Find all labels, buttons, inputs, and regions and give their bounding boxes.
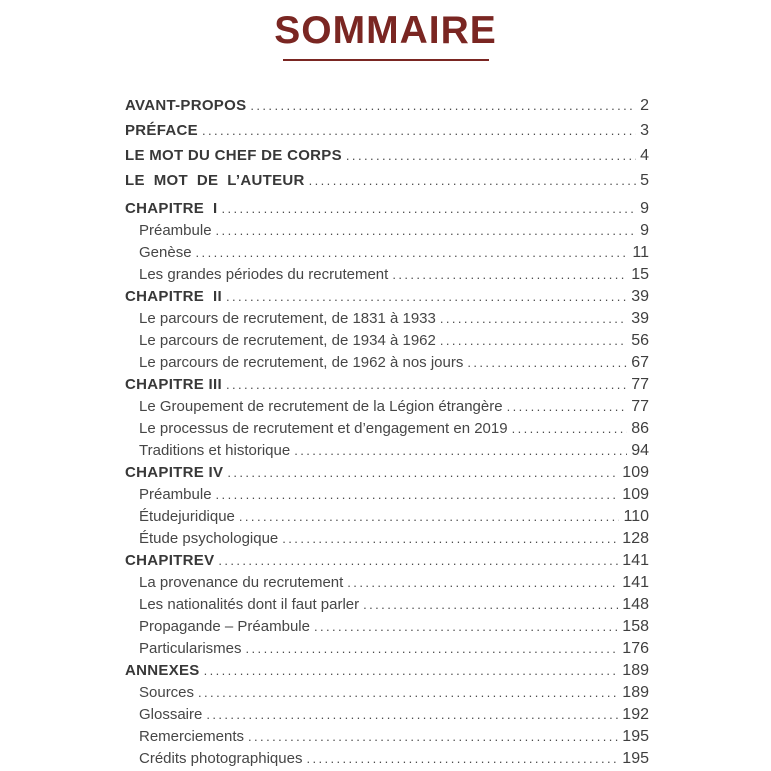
toc-page-number: 2 bbox=[640, 97, 649, 114]
toc-page-number: 77 bbox=[631, 376, 649, 393]
toc-page-number: 128 bbox=[622, 530, 649, 547]
toc-entry-label: Remerciements bbox=[139, 728, 245, 745]
dot-leader bbox=[507, 396, 628, 418]
toc-entry-label: Étude psychologique bbox=[139, 530, 279, 547]
toc-entry-label: Genèse bbox=[139, 244, 192, 261]
toc-row bbox=[125, 352, 649, 374]
toc-row bbox=[125, 264, 649, 286]
toc-page-number: 86 bbox=[631, 420, 649, 437]
dot-leader bbox=[206, 704, 618, 726]
page-title: SOMMAIRE bbox=[274, 9, 497, 52]
dot-leader bbox=[346, 143, 636, 168]
dot-leader bbox=[512, 418, 628, 440]
toc-row bbox=[125, 638, 649, 660]
toc-row bbox=[125, 374, 649, 396]
toc-page-number: 15 bbox=[631, 266, 649, 283]
title-underline bbox=[283, 59, 489, 61]
toc-page-number: 3 bbox=[640, 122, 649, 139]
dot-leader bbox=[246, 638, 619, 660]
toc-page-number: 56 bbox=[631, 332, 649, 349]
toc-row bbox=[125, 143, 649, 168]
toc-row bbox=[125, 118, 649, 143]
toc-row bbox=[125, 396, 649, 418]
toc-entry-label: Les nationalités dont il faut parler bbox=[139, 596, 360, 613]
toc-row bbox=[125, 506, 649, 528]
toc-row bbox=[125, 418, 649, 440]
toc-entry-label: CHAPITRE II bbox=[125, 288, 222, 305]
toc-page-number: 77 bbox=[631, 398, 649, 415]
dot-leader bbox=[202, 118, 636, 143]
dot-leader bbox=[440, 330, 627, 352]
toc-entry-label: CHAPITRE IV bbox=[125, 464, 224, 481]
dot-leader bbox=[218, 550, 618, 572]
toc-entry-label: ANNEXES bbox=[125, 662, 200, 679]
toc-page-number: 189 bbox=[622, 684, 649, 701]
toc-entry-label: Le parcours de recrutement, de 1962 à nos jours bbox=[139, 354, 464, 371]
toc-entry-label: Particularismes bbox=[139, 640, 242, 657]
toc-entry-label: Glossaire bbox=[139, 706, 203, 723]
toc-row bbox=[125, 726, 649, 748]
toc-page-number: 110 bbox=[623, 508, 649, 525]
dot-leader bbox=[196, 242, 629, 264]
toc-entry-label: CHAPITRE III bbox=[125, 376, 222, 393]
toc-page-number: 67 bbox=[631, 354, 649, 371]
toc-entry-label: La provenance du recrutement bbox=[139, 574, 344, 591]
toc-row bbox=[125, 616, 649, 638]
toc-row bbox=[125, 682, 649, 704]
toc-entry-label: Le parcours de recrutement, de 1831 à 1933 bbox=[139, 310, 436, 327]
toc-entry-label: LE MOT DE L’AUTEUR bbox=[125, 172, 305, 189]
toc-page-number: 192 bbox=[622, 706, 649, 723]
dot-leader bbox=[294, 440, 627, 462]
dot-leader bbox=[306, 748, 618, 770]
dot-leader bbox=[216, 220, 637, 242]
toc-entry-label: Préambule bbox=[139, 486, 212, 503]
toc-page-number: 39 bbox=[631, 310, 649, 327]
dot-leader bbox=[198, 682, 618, 704]
dot-leader bbox=[248, 726, 618, 748]
toc-entry-label: Les grandes périodes du recrutement bbox=[139, 266, 389, 283]
toc-row bbox=[125, 330, 649, 352]
toc-row bbox=[125, 286, 649, 308]
toc-page-number: 195 bbox=[622, 750, 649, 767]
toc-row bbox=[125, 550, 649, 572]
dot-leader bbox=[204, 660, 619, 682]
toc-row bbox=[125, 168, 649, 193]
toc-page-number: 109 bbox=[622, 486, 649, 503]
dot-leader bbox=[309, 168, 636, 193]
toc-row bbox=[125, 704, 649, 726]
toc-list bbox=[125, 93, 649, 770]
toc-page-number: 176 bbox=[622, 640, 649, 657]
toc-entry-label: Sources bbox=[139, 684, 195, 701]
toc-entry-label: Traditions et historique bbox=[139, 442, 291, 459]
dot-leader bbox=[392, 264, 627, 286]
toc-page-number: 39 bbox=[631, 288, 649, 305]
toc-row bbox=[125, 242, 649, 264]
dot-leader bbox=[250, 93, 636, 118]
toc-page-number: 141 bbox=[622, 552, 649, 569]
toc-row bbox=[125, 748, 649, 770]
toc-page-number: 11 bbox=[632, 244, 649, 261]
toc-entry-label: Le processus de recrutement et d’engagement en 2019 bbox=[139, 420, 508, 437]
toc-entry-label: Le parcours de recrutement, de 1934 à 1962 bbox=[139, 332, 436, 349]
toc-page-number: 5 bbox=[640, 172, 649, 189]
toc-row bbox=[125, 220, 649, 242]
toc-page-number: 94 bbox=[631, 442, 649, 459]
dot-leader bbox=[226, 286, 627, 308]
toc-page-number: 109 bbox=[622, 464, 649, 481]
toc-row bbox=[125, 660, 649, 682]
dot-leader bbox=[314, 616, 618, 638]
dot-leader bbox=[440, 308, 627, 330]
toc-entry-label: AVANT-PROPOS bbox=[125, 97, 247, 114]
dot-leader bbox=[347, 572, 618, 594]
toc-entry-label: CHAPITREV bbox=[125, 552, 215, 569]
toc-page-number: 195 bbox=[622, 728, 649, 745]
dot-leader bbox=[216, 484, 619, 506]
toc-page-number: 9 bbox=[640, 222, 649, 239]
toc-row bbox=[125, 440, 649, 462]
toc-entry-label: Le Groupement de recrutement de la Légion étrangère bbox=[139, 398, 503, 415]
toc-page-number: 141 bbox=[622, 574, 649, 591]
toc-entry-label: PRÉFACE bbox=[125, 122, 198, 139]
toc-page-number: 158 bbox=[622, 618, 649, 635]
toc-row bbox=[125, 308, 649, 330]
toc-page-number: 148 bbox=[622, 596, 649, 613]
dot-leader bbox=[226, 374, 627, 396]
dot-leader bbox=[363, 594, 618, 616]
dot-leader bbox=[467, 352, 627, 374]
toc-entry-label: Étudejuridique bbox=[139, 508, 235, 525]
toc-page-number: 4 bbox=[640, 147, 649, 164]
dot-leader bbox=[227, 462, 618, 484]
toc-row bbox=[125, 572, 649, 594]
toc-entry-label: Propagande – Préambule bbox=[139, 618, 310, 635]
toc-entry-label: Préambule bbox=[139, 222, 212, 239]
dot-leader bbox=[221, 198, 636, 220]
dot-leader bbox=[239, 506, 620, 528]
toc-entry-label: CHAPITRE I bbox=[125, 200, 218, 217]
page-header bbox=[0, 0, 771, 61]
toc-row bbox=[125, 462, 649, 484]
toc-row bbox=[125, 594, 649, 616]
toc-row bbox=[125, 484, 649, 506]
toc-page-number: 189 bbox=[622, 662, 649, 679]
toc-entry-label: LE MOT DU CHEF DE CORPS bbox=[125, 147, 342, 164]
toc-page-number: 9 bbox=[640, 200, 649, 217]
dot-leader bbox=[282, 528, 618, 550]
toc-entry-label: Crédits photographiques bbox=[139, 750, 303, 767]
toc-row bbox=[125, 93, 649, 118]
toc-row bbox=[125, 198, 649, 220]
toc-row bbox=[125, 528, 649, 550]
